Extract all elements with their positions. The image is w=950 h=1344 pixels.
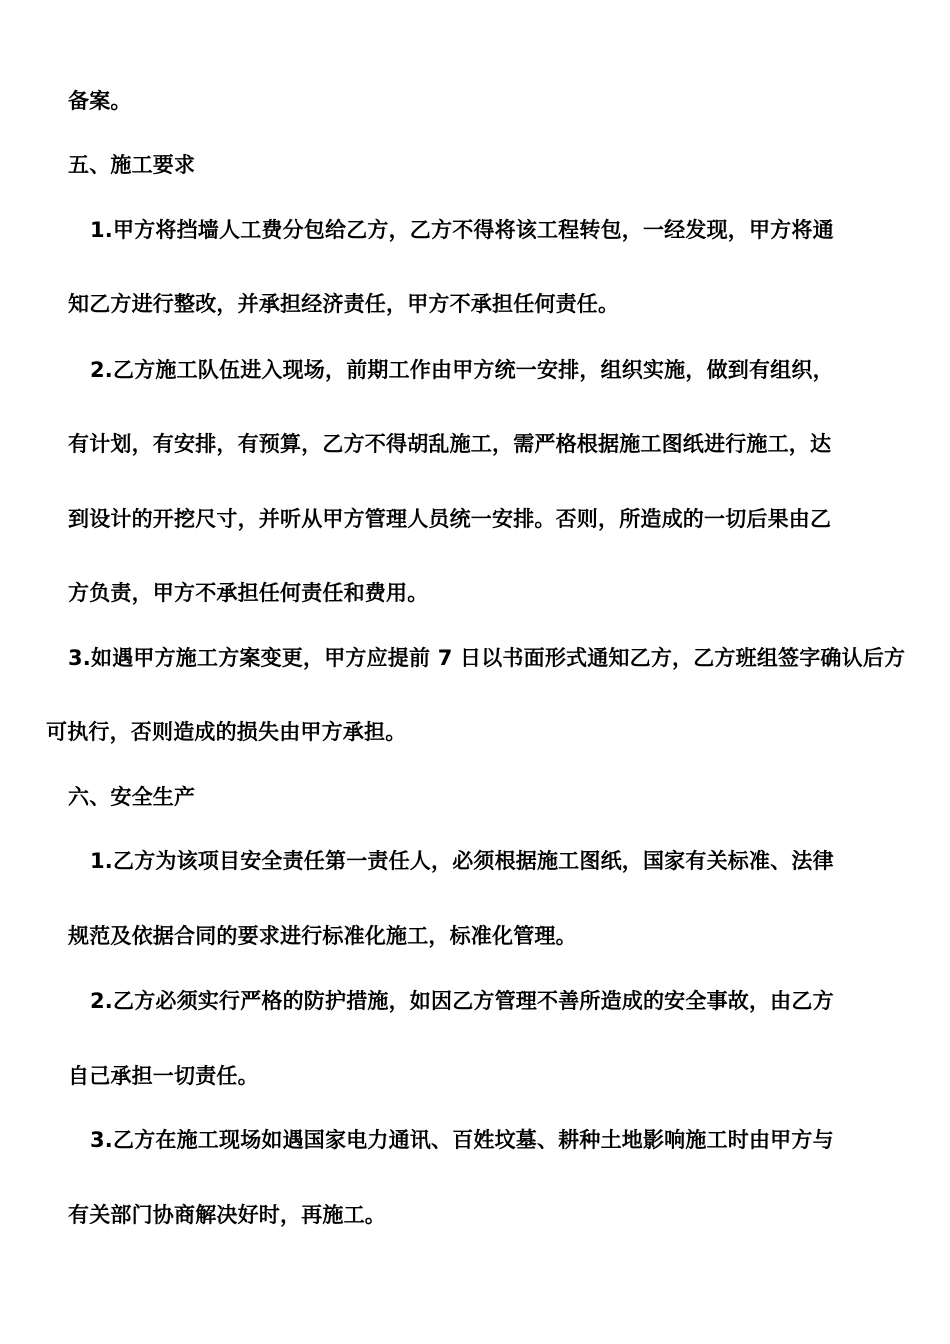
clause-6-2-line-2: 自己承担一切责任。	[68, 1064, 259, 1088]
section-heading-safety-production: 六、安全生产	[68, 785, 196, 809]
clause-6-3-line-1: 3.乙方在施工现场如遇国家电力通讯、百姓坟墓、耕种土地影响施工时由甲方与	[90, 1128, 834, 1152]
clause-6-1-line-1: 1.乙方为该项目安全责任第一责任人，必须根据施工图纸，国家有关标准、法律	[90, 849, 834, 873]
paragraph-continuation: 备案。	[68, 89, 132, 113]
clause-5-1-line-1: 1.甲方将挡墙人工费分包给乙方，乙方不得将该工程转包，一经发现，甲方将通	[90, 218, 834, 242]
clause-6-1-line-2: 规范及依据合同的要求进行标准化施工，标准化管理。	[68, 924, 577, 948]
clause-5-2-line-1: 2.乙方施工队伍进入现场，前期工作由甲方统一安排，组织实施，做到有组织，	[90, 358, 834, 382]
clause-5-1-line-2: 知乙方进行整改，并承担经济责任，甲方不承担任何责任。	[68, 292, 620, 316]
section-heading-construction-requirements: 五、施工要求	[68, 153, 196, 177]
clause-5-2-line-2: 有计划，有安排，有预算，乙方不得胡乱施工，需严格根据施工图纸进行施工，达	[68, 432, 832, 456]
clause-5-2-line-4: 方负责，甲方不承担任何责任和费用。	[68, 581, 429, 605]
clause-5-3-line-2: 可执行，否则造成的损失由甲方承担。	[46, 720, 407, 744]
clause-5-2-line-3: 到设计的开挖尺寸，并听从甲方管理人员统一安排。否则，所造成的一切后果由乙	[68, 507, 832, 531]
clause-6-2-line-1: 2.乙方必须实行严格的防护措施，如因乙方管理不善所造成的安全事故，由乙方	[90, 989, 834, 1013]
clause-5-3-line-1: 3.如遇甲方施工方案变更，甲方应提前 7 日以书面形式通知乙方，乙方班组签字确认后方	[68, 646, 906, 670]
clause-6-3-line-2: 有关部门协商解决好时，再施工。	[68, 1203, 386, 1227]
